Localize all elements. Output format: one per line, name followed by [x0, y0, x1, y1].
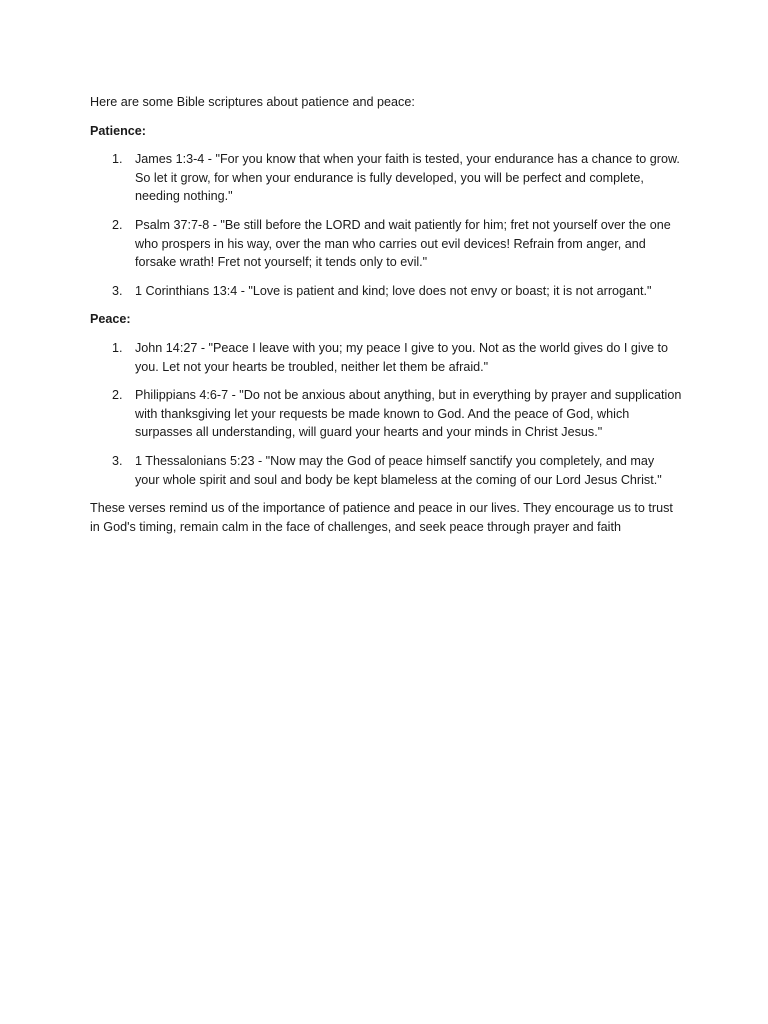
list-item-number: 3. — [112, 453, 123, 468]
peace-heading: Peace: — [90, 312, 131, 327]
list-item-number: 2. — [112, 388, 123, 403]
patience-heading: Patience: — [90, 123, 146, 138]
list-item — [90, 339, 682, 376]
list-item-text: John 14:27 - "Peace I leave with you; my peace I give to you. Not as the world gives do I give to you. Let not your hearts be troubled, neither let them be afraid." — [135, 340, 669, 374]
document-page — [90, 93, 682, 536]
list-item-number: 1. — [112, 340, 123, 355]
list-item — [90, 216, 682, 272]
list-item — [90, 282, 682, 301]
list-item — [90, 386, 682, 442]
list-item-text: Philippians 4:6-7 - "Do not be anxious about anything, but in everything by prayer and supplication with thanksgiving let your requests be made known to God. And the peace of God, which surpasses all understanding, will guard your hearts and your minds in Christ Jesus." — [135, 388, 682, 440]
list-item — [90, 452, 682, 489]
patience-list — [90, 150, 682, 300]
list-item-number: 3. — [112, 283, 123, 298]
list-item-number: 1. — [112, 152, 123, 167]
list-item-text: James 1:3-4 - "For you know that when your faith is tested, your endurance has a chance to grow. So let it grow, for when your endurance is fully developed, you will be perfect and complete, needing nothing." — [135, 152, 680, 204]
list-item-text: 1 Thessalonians 5:23 - "Now may the God of peace himself sanctify you completely, and may your whole spirit and soul and body be kept blameless at the coming of our Lord Jesus Christ." — [135, 453, 662, 487]
peace-list — [90, 339, 682, 489]
list-item-number: 2. — [112, 217, 123, 232]
list-item-text: 1 Corinthians 13:4 - "Love is patient and kind; love does not envy or boast; it is not arrogant." — [135, 283, 652, 298]
list-item — [90, 150, 682, 206]
list-item-text: Psalm 37:7-8 - "Be still before the LORD and wait patiently for him; fret not yourself over the one who prospers in his way, over the man who carries out evil devices! Refrain from anger, and forsake wrath! Fret not yourself; it tends only to evil." — [135, 217, 671, 270]
closing-paragraph: These verses remind us of the importance of patience and peace in our lives. They encourage us to trust in God's timing, remain calm in the face of challenges, and seek peace through prayer and faith — [90, 501, 673, 534]
intro-paragraph: Here are some Bible scriptures about patience and peace: — [90, 95, 415, 109]
